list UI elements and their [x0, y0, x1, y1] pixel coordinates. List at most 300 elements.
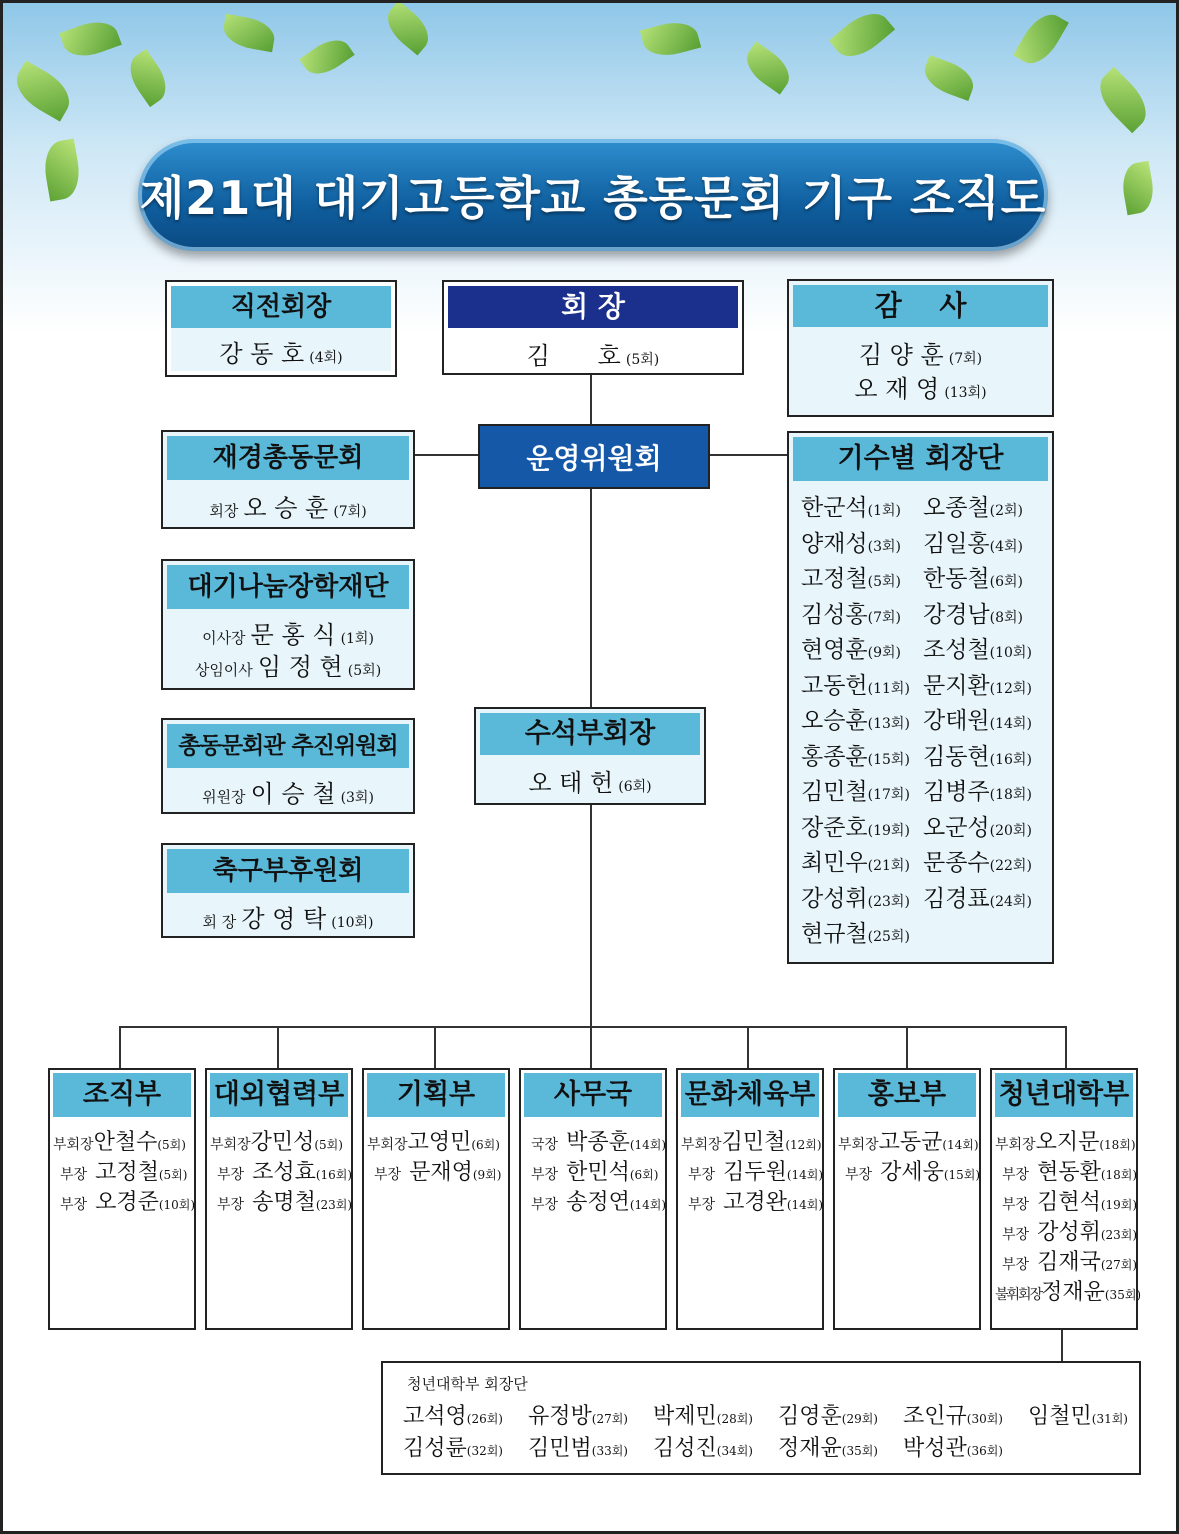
president-box [442, 280, 744, 375]
generation-president [801, 667, 923, 700]
member-gen: (35회) [1104, 1288, 1142, 1302]
member-role: 부장 [60, 1197, 88, 1213]
generation-president-gen: (10회) [989, 645, 1032, 661]
auditors-box [787, 279, 1054, 417]
senior-vp-header: 수석부회장 [480, 713, 700, 755]
member-role: 부장 [688, 1197, 716, 1213]
connector-line [590, 488, 592, 708]
generation-president-name: 조성철 [923, 637, 990, 663]
generation-president-gen: (11회) [867, 680, 910, 697]
department-header: 문화체육부 [681, 1073, 819, 1117]
member-gen: (19회) [1100, 1198, 1138, 1212]
jaegyeong-header: 재경총동문회 [167, 436, 409, 480]
member-role: 부회장 [367, 1137, 408, 1153]
generation-presidents-header: 기수별 회장단 [793, 437, 1048, 481]
member-name: 한민석 [566, 1160, 630, 1185]
department-members [678, 1117, 822, 1215]
generation-president [923, 702, 1048, 735]
youth-member-name: 박제민 [653, 1404, 717, 1429]
scholarship-row [163, 609, 413, 649]
generation-presidents-box [787, 431, 1054, 964]
president-header: 회 장 [448, 286, 738, 328]
scholarship-gen: (5회) [347, 663, 382, 679]
youth-member-gen: (26회) [466, 1412, 503, 1426]
department-member [835, 1155, 979, 1185]
department-box [833, 1068, 981, 1330]
department-box [519, 1068, 667, 1330]
department-member [678, 1155, 822, 1185]
department-member [50, 1155, 194, 1185]
generation-president-name: 오종철 [923, 495, 990, 521]
department-box [990, 1068, 1142, 1330]
generation-row [801, 809, 1052, 845]
member-name: 조성효 [252, 1160, 316, 1185]
former-president-row [171, 328, 391, 371]
generation-president-gen: (9회) [867, 645, 902, 661]
member-name: 강세웅 [880, 1160, 944, 1185]
generation-president [801, 773, 923, 806]
department-member [521, 1155, 665, 1185]
department-member [992, 1245, 1136, 1275]
football-gen: (10회) [331, 915, 374, 931]
member-name: 고동균 [878, 1130, 943, 1155]
department-header: 사무국 [524, 1073, 662, 1117]
generation-president [801, 560, 923, 593]
generation-president [923, 489, 1048, 522]
member-role: 부장 [531, 1197, 559, 1213]
generation-row [801, 667, 1052, 703]
member-gen: (14회) [942, 1138, 979, 1152]
member-gen: (5회) [314, 1138, 343, 1152]
member-gen: (14회) [629, 1198, 667, 1212]
scholarship-name: 임 정 현 [257, 653, 343, 681]
department-box [676, 1068, 824, 1330]
member-role: 부장 [531, 1167, 559, 1183]
department-members [992, 1117, 1142, 1305]
generation-president [801, 844, 923, 877]
department-member [50, 1185, 194, 1215]
football-box [161, 843, 415, 938]
member-gen: (5회) [157, 1138, 186, 1152]
generation-president [801, 880, 923, 913]
youth-member-name: 조인규 [903, 1404, 967, 1429]
generation-president-name: 고동헌 [801, 672, 868, 699]
youth-council-member [528, 1431, 653, 1462]
generation-president-name: 한군석 [801, 495, 868, 521]
generation-row [801, 525, 1052, 561]
president-name: 김 호 [526, 342, 621, 370]
member-name: 현동환 [1037, 1160, 1101, 1185]
youth-member-gen: (27회) [591, 1412, 628, 1426]
department-header: 기획부 [367, 1073, 505, 1117]
department-member [992, 1155, 1136, 1185]
generation-president-name: 현규철 [801, 921, 868, 947]
jaegyeong-row [163, 480, 413, 523]
member-role: 부장 [374, 1167, 402, 1183]
generation-row [801, 738, 1052, 774]
member-gen: (14회) [786, 1168, 824, 1182]
youth-member-gen: (33회) [591, 1444, 628, 1458]
youth-member-gen: (34회) [716, 1444, 753, 1458]
generation-row [801, 915, 1052, 951]
member-role: 부장 [1002, 1167, 1030, 1183]
youth-council-member [903, 1431, 1028, 1462]
youth-member-gen: (30회) [966, 1412, 1003, 1426]
youth-member-name: 김영훈 [778, 1404, 842, 1429]
member-name: 강민성 [250, 1130, 315, 1155]
generation-president [923, 667, 1048, 700]
football-row [163, 893, 413, 934]
former-president-name: 강 동 호 [219, 340, 305, 368]
former-president-header: 직전회장 [171, 286, 391, 328]
connector-line [1065, 1026, 1067, 1069]
connector-line [434, 1026, 436, 1069]
generation-president-name: 김민철 [801, 779, 868, 805]
youth-council-member [778, 1399, 903, 1430]
youth-member-name: 고석영 [403, 1404, 467, 1429]
member-gen: (27회) [1100, 1258, 1138, 1272]
department-member [678, 1185, 822, 1215]
football-name: 강 영 탁 [241, 905, 327, 933]
member-gen: (15회) [943, 1168, 981, 1182]
senior-vp-box [474, 707, 706, 805]
youth-council-member [778, 1431, 903, 1462]
member-name: 고경완 [723, 1190, 787, 1215]
generation-president [801, 489, 923, 522]
member-gen: (12회) [785, 1138, 822, 1152]
generation-president [923, 738, 1048, 771]
member-role: 부장 [845, 1167, 873, 1183]
department-header: 청년대학부 [995, 1073, 1133, 1117]
auditor-name: 김 양 훈 [858, 341, 944, 369]
generation-row [801, 560, 1052, 596]
youth-member-gen: (28회) [716, 1412, 753, 1426]
member-gen: (10회) [158, 1198, 196, 1212]
auditors-header: 감 사 [793, 285, 1048, 327]
auditor-row [789, 327, 1052, 369]
youth-member-gen: (31회) [1091, 1412, 1128, 1426]
member-role: 부장 [1002, 1197, 1030, 1213]
connector-line [119, 1026, 1067, 1028]
member-role: 부장 [217, 1167, 245, 1183]
member-name: 오경준 [95, 1190, 159, 1215]
department-member [207, 1155, 351, 1185]
member-gen: (6회) [629, 1168, 659, 1182]
department-header: 조직부 [53, 1073, 191, 1117]
member-name: 정재윤 [1041, 1280, 1105, 1305]
generation-president [801, 596, 923, 629]
generation-president-gen: (25회) [867, 929, 910, 945]
member-name: 김민철 [721, 1130, 786, 1155]
youth-member-gen: (36회) [966, 1444, 1003, 1458]
member-role: 국장 [531, 1137, 559, 1153]
youth-council-member [653, 1431, 778, 1462]
youth-council-member [653, 1399, 778, 1430]
youth-council-member [903, 1399, 1028, 1430]
generation-president [923, 773, 1048, 806]
youth-member-gen: (35회) [841, 1444, 878, 1458]
generation-row [801, 844, 1052, 880]
department-box [362, 1068, 510, 1330]
member-name: 김현석 [1037, 1190, 1101, 1215]
scholarship-name: 문 홍 식 [250, 621, 336, 649]
hall-committee-row [163, 768, 413, 809]
connector-line [590, 373, 592, 428]
generation-president-name: 김성홍 [801, 601, 868, 628]
generation-row [801, 702, 1052, 738]
member-name: 안철수 [93, 1130, 158, 1155]
youth-council-caption: 청년대학부 회장단 [407, 1375, 528, 1393]
youth-member-name: 김성진 [653, 1436, 717, 1461]
youth-council-member [528, 1399, 653, 1430]
generation-president-name: 양재성 [801, 530, 868, 557]
generation-row [801, 596, 1052, 632]
generation-president-gen: (14회) [989, 716, 1032, 732]
department-member [207, 1125, 351, 1155]
generation-president-gen: (2회) [989, 503, 1024, 519]
generation-president-name: 김경표 [923, 885, 990, 912]
member-name: 고영민 [407, 1130, 472, 1155]
member-gen: (9회) [472, 1168, 502, 1182]
former-president-box [165, 280, 397, 377]
member-gen: (18회) [1099, 1138, 1136, 1152]
generation-row [801, 773, 1052, 809]
connector-line [590, 1026, 592, 1069]
hall-committee-box [161, 718, 415, 814]
generation-president-name: 강태원 [923, 708, 990, 734]
youth-member-gen: (29회) [841, 1412, 878, 1426]
department-member [678, 1125, 822, 1155]
member-gen: (16회) [315, 1168, 353, 1182]
generation-president-gen: (1회) [867, 503, 902, 519]
auditor-gen: (13회) [944, 385, 987, 401]
football-header: 축구부후원회 [167, 849, 409, 893]
department-member [992, 1215, 1136, 1245]
member-role: 부장 [217, 1197, 245, 1213]
generation-president-gen: (22회) [989, 858, 1032, 874]
hall-committee-name: 이 승 철 [250, 780, 336, 808]
department-members [50, 1117, 194, 1215]
department-members [364, 1117, 508, 1185]
president-row [444, 328, 742, 371]
generation-row [801, 880, 1052, 916]
department-header: 홍보부 [838, 1073, 976, 1117]
department-member [992, 1125, 1136, 1155]
connector-line [590, 805, 592, 1027]
department-member [50, 1125, 194, 1155]
department-member [364, 1155, 508, 1185]
president-gen: (5회) [625, 352, 660, 368]
scholarship-row [163, 645, 413, 682]
generation-president [801, 525, 923, 558]
generation-president-name: 고정철 [801, 566, 868, 592]
generation-president-gen: (20회) [989, 822, 1032, 839]
department-member [992, 1185, 1136, 1215]
scholarship-gen: (1회) [340, 631, 374, 647]
generation-president-gen: (15회) [867, 751, 910, 768]
department-member [364, 1125, 508, 1155]
generation-president [923, 631, 1048, 664]
generation-president-name: 한동철 [923, 566, 990, 592]
department-box [48, 1068, 196, 1330]
generation-president-gen: (17회) [867, 787, 910, 803]
member-role: 부회장 [995, 1137, 1036, 1153]
generation-president [801, 809, 923, 842]
generation-president-gen: (12회) [989, 680, 1032, 697]
jaegyeong-name: 오 승 훈 [243, 494, 329, 522]
member-name: 박종훈 [566, 1130, 630, 1155]
generation-president [923, 809, 1048, 842]
youth-member-name: 박성관 [903, 1436, 967, 1461]
member-role: 부장 [60, 1167, 88, 1183]
steering-committee-box [478, 424, 710, 489]
member-gen: (18회) [1100, 1168, 1138, 1182]
auditor-name: 오 재 영 [854, 375, 940, 403]
department-member [835, 1125, 979, 1155]
generation-president-name: 최민우 [801, 850, 868, 876]
youth-council-list [403, 1399, 1133, 1463]
senior-vp-gen: (6회) [618, 779, 652, 795]
generation-president [923, 880, 1048, 913]
member-gen: (14회) [786, 1198, 824, 1212]
member-gen: (23회) [1100, 1228, 1138, 1242]
youth-council-box [381, 1361, 1141, 1475]
generation-president [801, 915, 923, 948]
department-member [521, 1125, 665, 1155]
department-members [207, 1117, 351, 1215]
youth-council-member [403, 1431, 528, 1462]
member-role: 부장 [688, 1167, 716, 1183]
generation-row [801, 631, 1052, 667]
generation-president-name: 김일홍 [923, 530, 990, 557]
department-member [207, 1185, 351, 1215]
youth-council-member [1028, 1399, 1153, 1430]
department-members [835, 1117, 979, 1185]
member-role: 부회장 [838, 1137, 879, 1153]
generation-president-name: 문종수 [923, 850, 990, 876]
connector-line [1061, 1329, 1063, 1362]
member-name: 강성휘 [1037, 1220, 1101, 1245]
member-role: 부회장 [681, 1137, 722, 1153]
youth-council-row [403, 1399, 1133, 1431]
member-name: 송정연 [566, 1190, 630, 1215]
hall-committee-role: 위원장 [202, 788, 246, 806]
member-name: 고정철 [95, 1160, 159, 1185]
member-name: 송명철 [252, 1190, 316, 1215]
generation-president [923, 596, 1048, 629]
generation-president-name: 문지환 [923, 672, 990, 699]
youth-member-name: 임철민 [1028, 1404, 1092, 1429]
generation-president-gen: (4회) [989, 538, 1024, 555]
generation-president-name: 홍종훈 [801, 743, 868, 770]
generation-president-name: 김동현 [923, 743, 990, 770]
generation-president-name: 현영훈 [801, 637, 868, 663]
member-name: 김두원 [723, 1160, 787, 1185]
connector-line [709, 454, 789, 456]
department-header: 대외협력부 [210, 1073, 348, 1117]
football-role: 회 장 [202, 913, 237, 931]
connector-line [119, 1026, 121, 1069]
generation-president-gen: (8회) [989, 609, 1024, 626]
department-box [205, 1068, 353, 1330]
scholarship-box [161, 559, 415, 690]
generation-president-name: 장준호 [801, 814, 868, 841]
youth-member-gen: (32회) [466, 1444, 503, 1458]
jaegyeong-role: 회장 [209, 502, 239, 520]
member-role: 부장 [1002, 1227, 1030, 1243]
generation-presidents-list [789, 481, 1052, 951]
connector-line [277, 1026, 279, 1069]
member-gen: (14회) [629, 1138, 667, 1152]
generation-president-gen: (5회) [867, 574, 902, 590]
generation-president-name: 강경남 [923, 601, 990, 628]
department-members [521, 1117, 665, 1215]
youth-member-name: 정재윤 [778, 1436, 842, 1461]
senior-vp-row [476, 755, 704, 798]
member-role: 부회장 [53, 1137, 94, 1153]
connector-line [413, 454, 479, 456]
generation-president-gen: (24회) [989, 893, 1032, 910]
generation-president [801, 631, 923, 664]
scholarship-role: 상임이사 [194, 661, 253, 679]
generation-row [801, 489, 1052, 525]
member-gen: (5회) [158, 1168, 188, 1182]
youth-member-name: 김성륜 [403, 1436, 467, 1461]
connector-line [747, 1026, 749, 1069]
generation-president-name: 강성휘 [801, 885, 868, 912]
youth-council-member [403, 1399, 528, 1430]
auditor-row [789, 365, 1052, 404]
generation-president-gen: (23회) [867, 893, 910, 910]
generation-president-gen: (19회) [867, 822, 910, 839]
senior-vp-name: 오 태 헌 [528, 769, 614, 797]
member-role: 부회장 [210, 1137, 251, 1153]
auditor-gen: (7회) [948, 351, 983, 367]
generation-president-name: 오군성 [923, 814, 990, 841]
department-member [521, 1185, 665, 1215]
generation-president-name: 김병주 [923, 779, 990, 805]
member-name: 오지문 [1035, 1130, 1100, 1155]
member-name: 김재국 [1037, 1250, 1101, 1275]
page-title: 제21대 대기고등학교 총동문회 기구 조직도 [139, 171, 1047, 225]
former-president-gen: (4회) [309, 350, 343, 366]
generation-president-gen: (3회) [867, 538, 902, 555]
title-banner [138, 139, 1048, 251]
scholarship-role: 이사장 [202, 629, 246, 647]
generation-president [923, 844, 1048, 877]
youth-member-name: 유정방 [528, 1404, 592, 1429]
generation-president [923, 525, 1048, 558]
generation-president-gen: (16회) [989, 751, 1032, 768]
youth-council-row [403, 1431, 1133, 1463]
department-member [992, 1275, 1142, 1305]
connector-line [906, 1026, 908, 1069]
member-name: 문재영 [409, 1160, 473, 1185]
member-gen: (6회) [471, 1138, 500, 1152]
generation-president [801, 702, 923, 735]
scholarship-header: 대기나눔장학재단 [167, 565, 409, 609]
generation-president-gen: (6회) [989, 574, 1024, 590]
generation-president-name: 오승훈 [801, 708, 868, 734]
youth-member-name: 김민범 [528, 1436, 592, 1461]
jaegyeong-gen: (7회) [333, 504, 367, 520]
hall-committee-header: 총동문회관 추진위원회 [167, 724, 409, 768]
hall-committee-gen: (3회) [340, 790, 374, 806]
generation-president-gen: (18회) [989, 787, 1032, 803]
member-gen: (23회) [315, 1198, 353, 1212]
generation-president-gen: (13회) [867, 716, 910, 732]
generation-president-gen: (21회) [867, 858, 910, 874]
